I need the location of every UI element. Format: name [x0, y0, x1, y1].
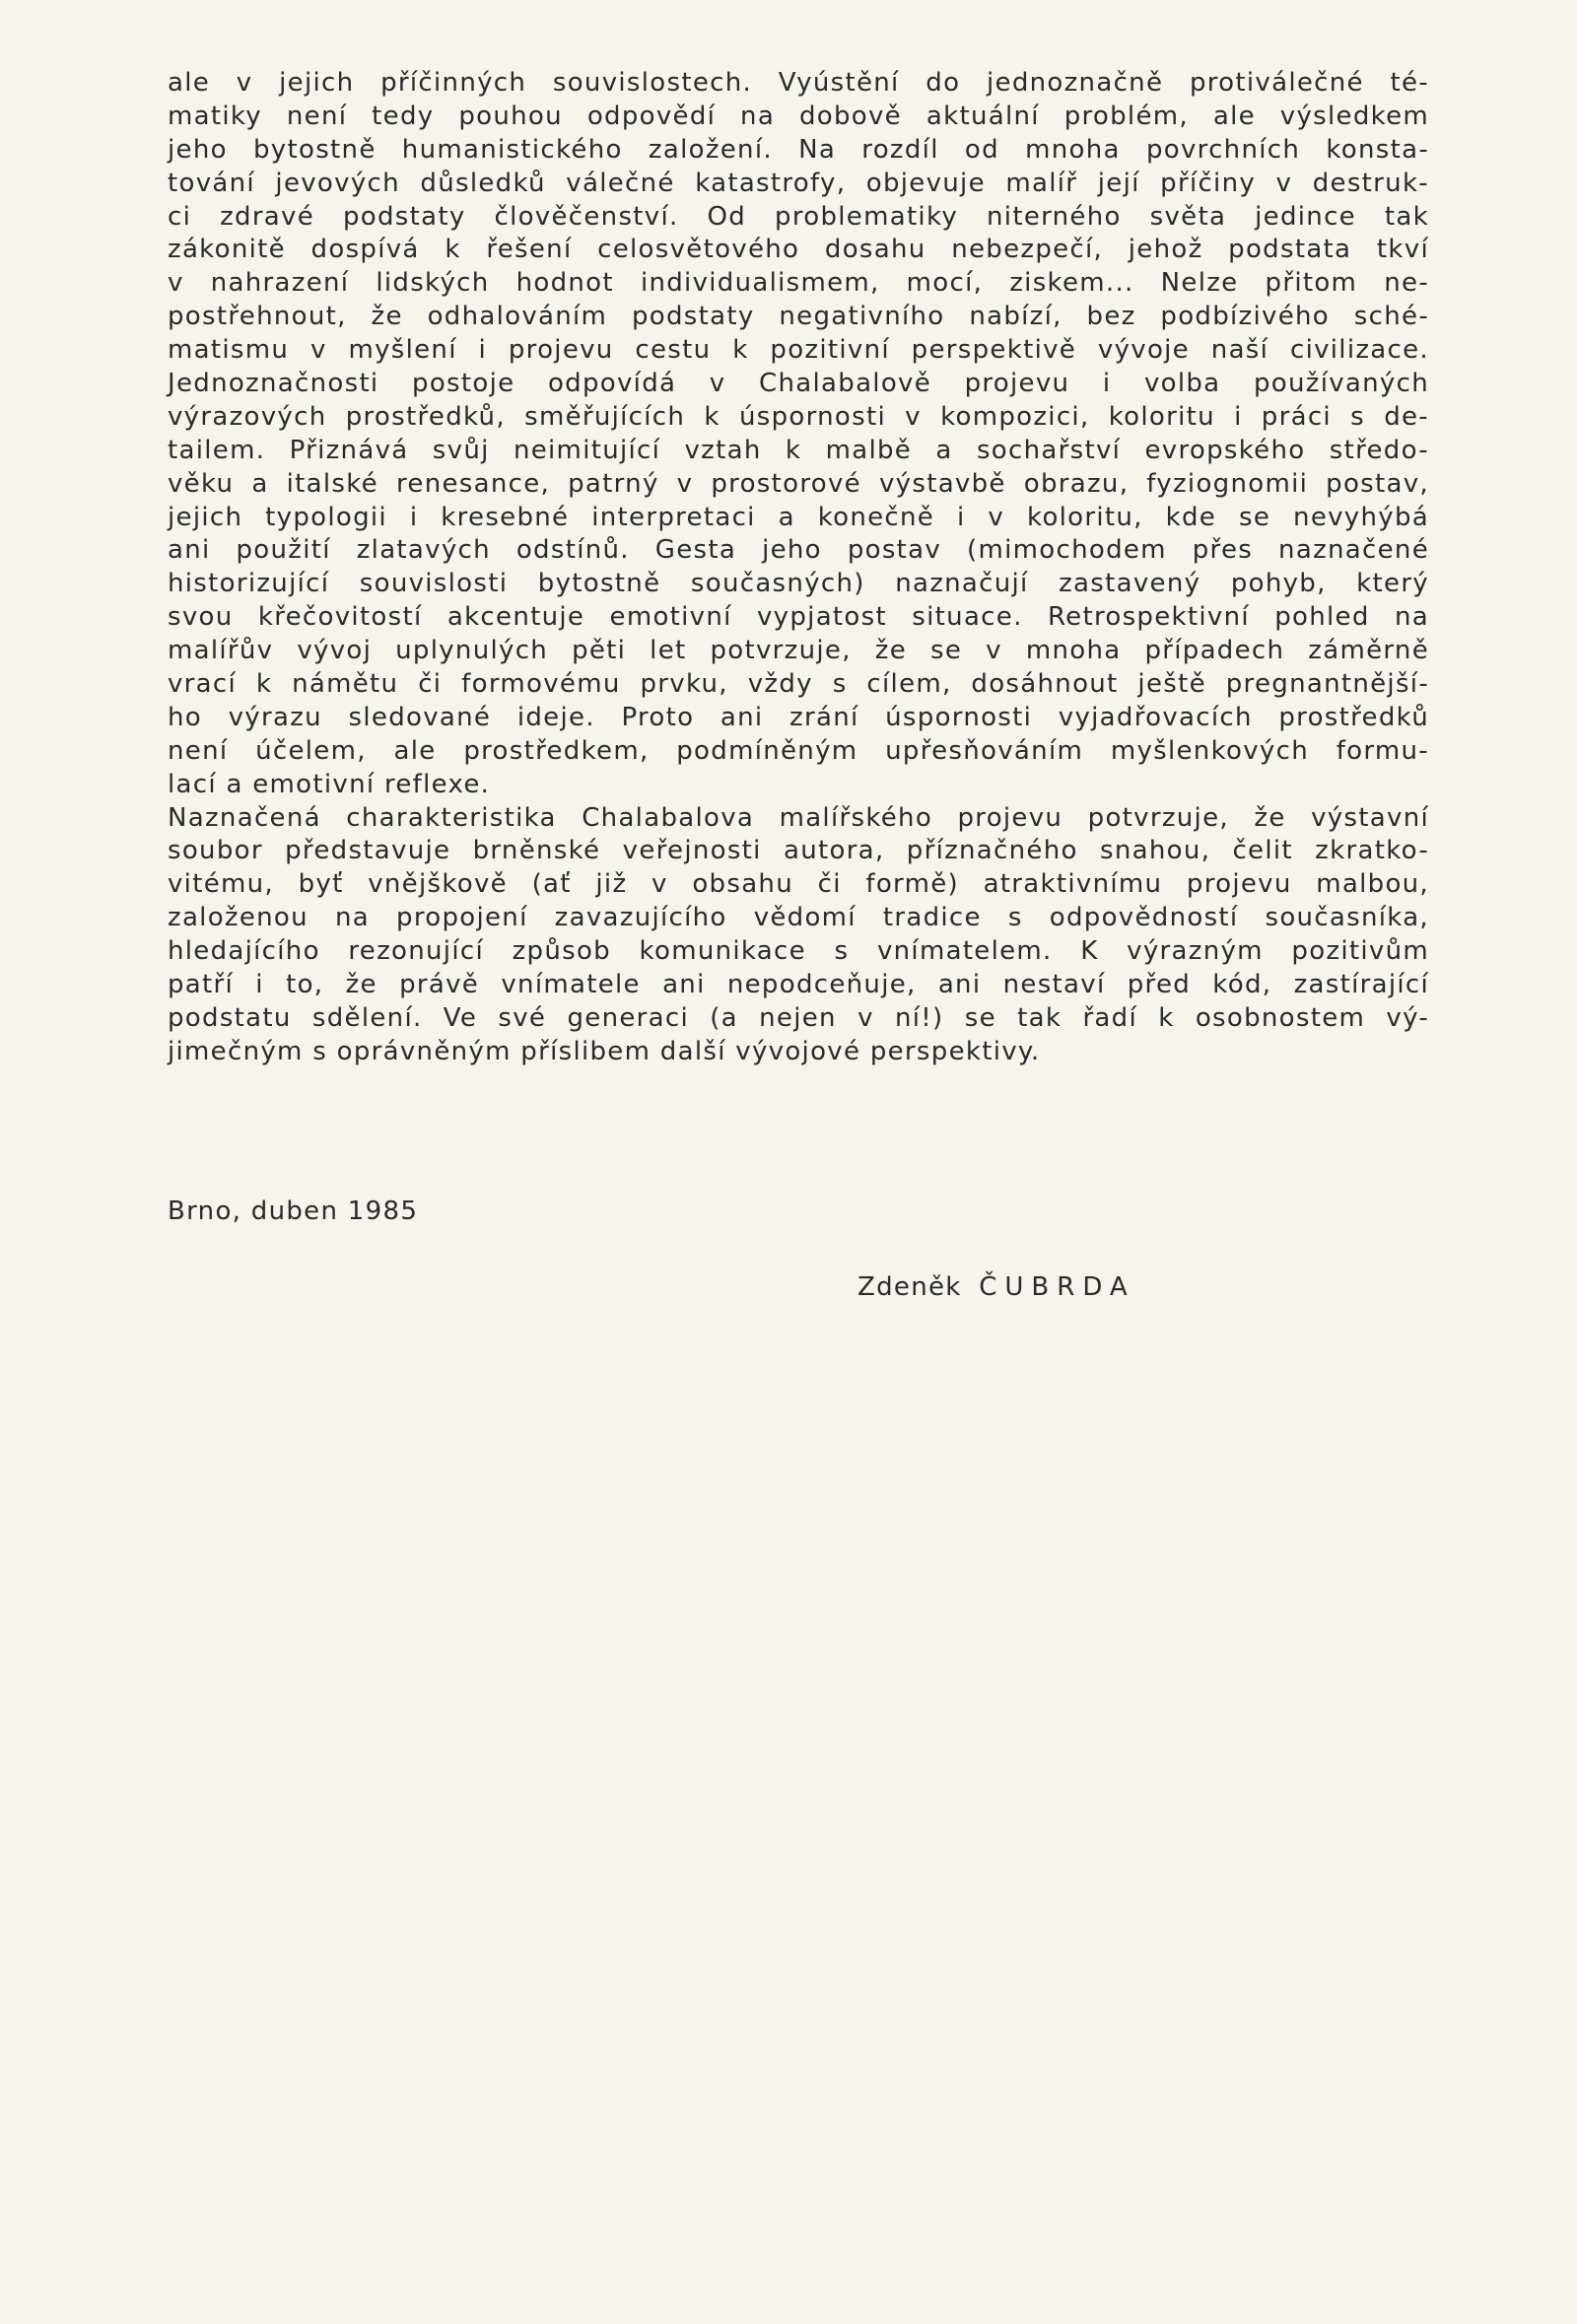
text-line: svou křečovitostí akcentuje emotivní vypjatost situace. Retrospektivní pohled na	[168, 602, 1429, 633]
text-line: založenou na propojení zavazujícího vědomí tradice s odpovědností současníka,	[168, 903, 1429, 933]
text-line: výrazových prostředků, směřujících k úspornosti v kompozici, koloritu i práci s de-	[168, 401, 1429, 432]
text-line: soubor představuje brněnské veřejnosti autora, příznačného snahou, čelit zkratko-	[168, 836, 1429, 866]
text-line: ani použití zlatavých odstínů. Gesta jeho postav (mimochodem přes naznačené	[168, 535, 1429, 566]
text-line: ho výrazu sledované ideje. Proto ani zrání úspornosti vyjadřovacích prostředků	[168, 702, 1429, 732]
text-line: jejich typologii i kresebné interpretaci a konečně i v koloritu, kde se nevyhýbá	[168, 502, 1429, 532]
author-signature	[857, 1270, 1135, 1304]
text-line: historizující souvislosti bytostně současných) naznačují zastavený pohyb, který	[168, 569, 1429, 599]
text-line: matismu v myšlení i projevu cestu k pozitivní perspektivě vývoje naší civilizace.	[168, 335, 1429, 366]
text-line: není účelem, ale prostředkem, podmíněným upřesňováním myšlenkových formu-	[168, 735, 1429, 766]
text-line: lací a emotivní reflexe.	[168, 769, 491, 799]
author-given-name: Zdeněk	[857, 1272, 962, 1302]
text-line: věku a italské renesance, patrný v prostorové výstavbě obrazu, fyziognomii postav,	[168, 468, 1429, 499]
text-line: postřehnout, že odhalováním podstaty negativního nabízí, bez podbízivého sché-	[168, 302, 1429, 332]
text-line: jeho bytostně humanistického založení. Na rozdíl od mnoha povrchních konsta-	[168, 134, 1429, 165]
text-line: ci zdravé podstaty člověčenství. Od problematiky niterného světa jedince tak	[168, 201, 1429, 232]
place-date: Brno, duben 1985	[168, 1196, 419, 1226]
text-line: tování jevových důsledků válečné katastrofy, objevuje malíř její příčiny v destruk-	[168, 168, 1429, 198]
text-line: patří i to, že právě vnímatele ani nepodceňuje, ani nestaví před kód, zastírající	[168, 970, 1429, 1000]
text-line: matiky není tedy pouhou odpovědí na dobově aktuální problém, ale výsledkem	[168, 101, 1429, 131]
text-line: malířův vývoj uplynulých pěti let potvrzuje, že se v mnoha případech záměrně	[168, 636, 1429, 666]
text-line: vitému, byť vnějškově (ať již v obsahu či formě) atraktivnímu projevu malbou,	[168, 869, 1429, 900]
author-surname: ČUBRDA	[979, 1272, 1135, 1302]
text-line: jimečným s oprávněným příslibem další vývojové perspektivy.	[168, 1036, 1041, 1066]
text-line: Naznačená charakteristika Chalabalova malířského projevu potvrzuje, že výstavní	[168, 802, 1429, 833]
text-line: vrací k námětu či formovému prvku, vždy s cílem, dosáhnout ještě pregnantnější-	[168, 669, 1429, 700]
text-line: hledajícího rezonující způsob komunikace s vnímatelem. K výrazným pozitivům	[168, 936, 1429, 967]
article-body	[168, 67, 1429, 1069]
text-line: Jednoznačnosti postoje odpovídá v Chalabalově projevu i volba používaných	[168, 369, 1429, 399]
text-line: ale v jejich příčinných souvislostech. Vyústění do jednoznačně protiválečné té-	[168, 68, 1429, 98]
text-line: zákonitě dospívá k řešení celosvětového dosahu nebezpečí, jehož podstata tkví	[168, 235, 1429, 265]
text-line: tailem. Přiznává svůj neimitující vztah k malbě a sochařství evropského středo-	[168, 435, 1429, 465]
text-line: v nahrazení lidských hodnot individualismem, mocí, ziskem... Nelze přitom ne-	[168, 268, 1429, 299]
text-line: podstatu sdělení. Ve své generaci (a nejen v ní!) se tak řadí k osobnostem vý-	[168, 1002, 1429, 1033]
